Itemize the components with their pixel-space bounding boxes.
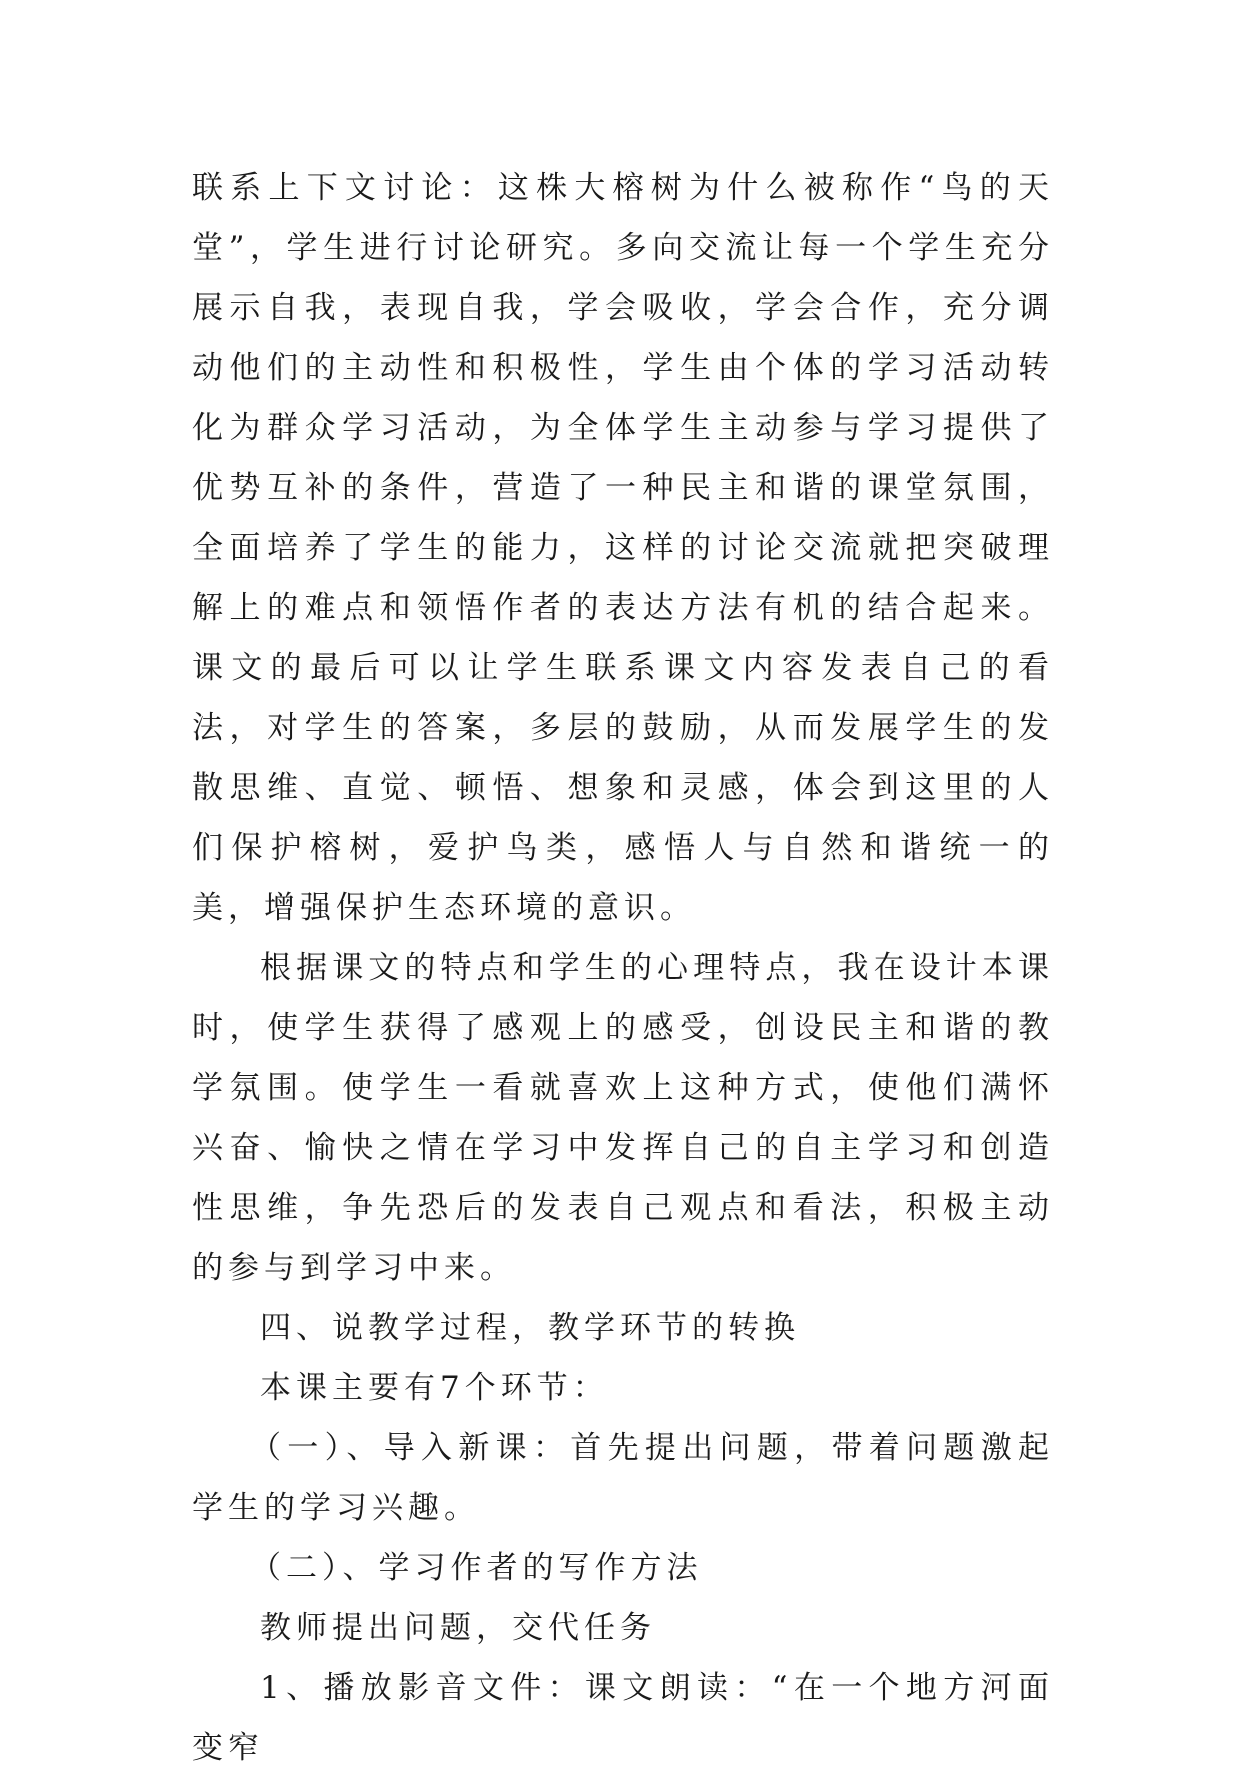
paragraph-steps-intro: 本课主要有7个环节：	[260, 1370, 609, 1406]
document-body	[192, 158, 1054, 1778]
paragraph-2: 根据课文的特点和学生的心理特点，我在设计本课时，使学生获得了感观上的感受，创设民主和谐的教学氛围。使学生一看就喜欢上这种方式，使他们满怀兴奋、愉快之情在学习中发挥自己的自主学习和创造性思维，争先恐后的发表自己观点和看法，积极主动的参与到学习中来。	[192, 950, 1054, 1286]
paragraph-play-audio: 1、播放影音文件：课文朗读：“在一个地方河面变窄	[192, 1670, 1054, 1766]
step-1-intro-new-lesson: （一）、导入新课：首先提出问题，带着问题激起学生的学习兴趣。	[192, 1430, 1054, 1526]
paragraph-1: 联系上下文讨论：这株大榕树为什么被称作“鸟的天堂”，学生进行讨论研究。多向交流让每一个学生充分展示自我，表现自我，学会吸收，学会合作，充分调动他们的主动性和积极性，学生由个体的学习活动转化为群众学习活动，为全体学生主动参与学习提供了优势互补的条件，营造了一种民主和谐的课堂氛围，全面培养了学生的能力，这样的讨论交流就把突破理解上的难点和领悟作者的表达方法有机的结合起来。课文的最后可以让学生联系课文内容发表自己的看法，对学生的答案，多层的鼓励，从而发展学生的发散思维、直觉、顿悟、想象和灵感，体会到这里的人们保护榕树，爱护鸟类，感悟人与自然和谐统一的美，增强保护生态环境的意识。	[192, 170, 1054, 926]
step-2-writing-method: （二）、学习作者的写作方法	[250, 1550, 703, 1586]
section-heading-teaching-process: 四、说教学过程，教学环节的转换	[260, 1310, 800, 1346]
paragraph-teacher-task: 教师提出问题，交代任务	[260, 1610, 656, 1646]
